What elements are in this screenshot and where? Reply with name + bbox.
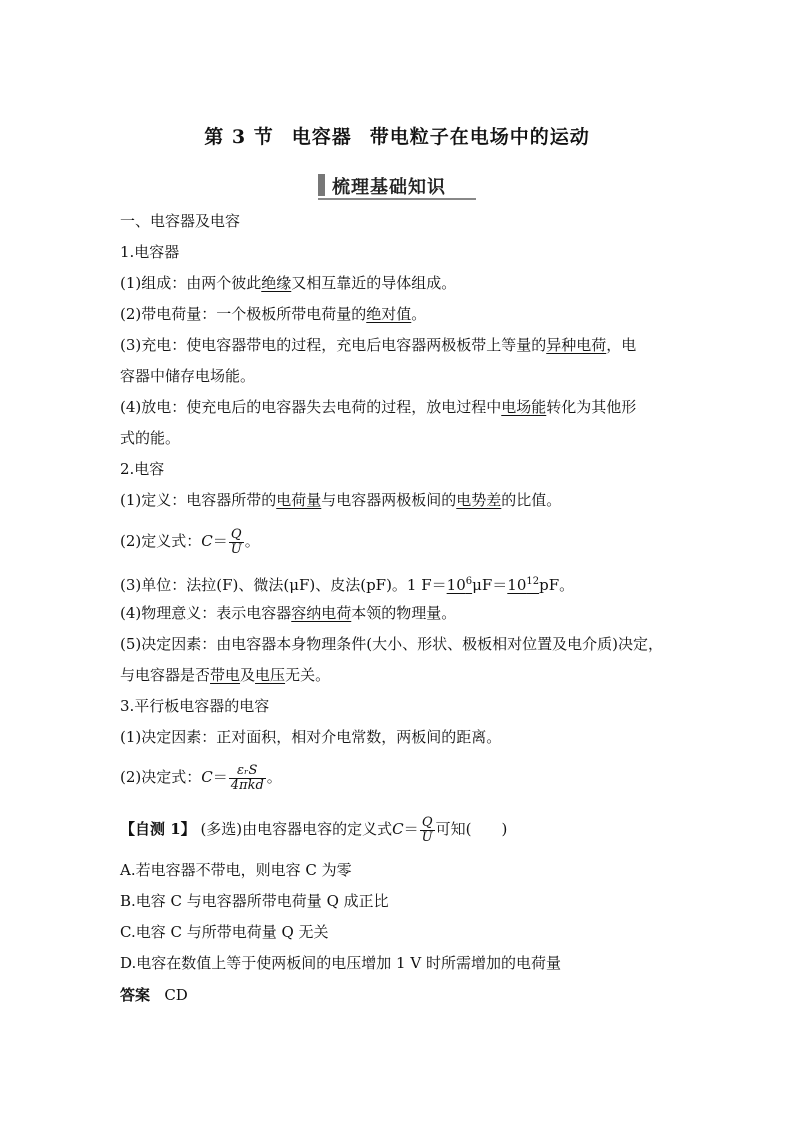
item-charging: (3)充电：使电容器带电的过程，充电后电容器两极板带上等量的异种电荷，电: [120, 336, 637, 354]
subheading-capacitor: 1.电容器: [120, 243, 180, 261]
option-a: A.若电容器不带电，则电容 C 为零: [120, 861, 352, 879]
item-definition-formula: (2)定义式：C＝ $\frac{Q}{U}$ 。: [120, 526, 260, 557]
answer-blank: 电荷量: [276, 491, 322, 509]
self-test-tag: 【自测 1】: [120, 820, 196, 838]
answer-blank: 绝缘: [261, 274, 292, 292]
item-parallel-formula: (2)决定式：C＝ $\frac{\text{εᵣS}}{\text{4πkd}}$ 。: [120, 762, 282, 793]
fraction: $\frac{Q}{U}$: [421, 814, 433, 845]
answer-blank: 电压: [255, 666, 286, 684]
answer-blank: 容纳电荷: [291, 604, 352, 622]
fraction: $\frac{\text{εᵣS}}{\text{4πkd}}$: [230, 762, 264, 793]
answer-line: [120, 985, 188, 1005]
subheading-parallel-plate: 3.平行板电容器的电容: [120, 697, 270, 715]
item-parallel-factors: (1)决定因素：正对面积，相对介电常数，两板间的距离。: [120, 728, 502, 746]
item-composition: (1)组成：由两个彼此绝缘又相互靠近的导体组成。: [120, 274, 457, 292]
subheading-capacitance: 2.电容: [120, 460, 165, 478]
item-discharging: (4)放电：使充电后的电容器失去电荷的过程，放电过程中电场能转化为其他形: [120, 398, 637, 416]
section-banner: [318, 172, 476, 200]
title-topic-1: 电容器: [291, 126, 352, 148]
answer-blank: $10^{12}$: [507, 576, 540, 594]
answer-label: 答案: [120, 986, 151, 1004]
answer-blank: 异种电荷: [546, 336, 607, 354]
answer-blank: 电势差: [456, 491, 502, 509]
answer-blank: 电场能: [501, 398, 547, 416]
fraction: $\frac{Q}{U}$: [230, 526, 242, 557]
item-determining-factors-cont: 与电容器是否带电及电压无关。: [120, 666, 331, 684]
title-number: 第 3 节: [204, 126, 274, 148]
item-definition: (1)定义：电容器所带的电荷量与电容器两极板间的电势差的比值。: [120, 491, 562, 509]
item-charge-amount: (2)带电荷量：一个极板所带电荷量的绝对值。: [120, 305, 427, 323]
item-discharging-cont: 式的能。: [120, 429, 181, 447]
title-topic-2: 带电粒子在电场中的运动: [369, 126, 590, 148]
item-determining-factors: (5)决定因素：由电容器本身物理条件(大小、形状、极板相对位置及电介质)决定，: [120, 635, 663, 653]
option-b: B.电容 C 与电容器所带电荷量 Q 成正比: [120, 892, 389, 910]
self-test-question: 【自测 1】 (多选)由电容器电容的定义式C＝ $\frac{Q}{U}$ 可知( ): [120, 814, 508, 845]
item-units: (3)单位：法拉(F)、微法(μF)、皮法(pF)。1 $F=10^6\mu F=10^{12}pF$。: [120, 576, 575, 594]
section-title: [0, 122, 794, 149]
option-d: D.电容在数值上等于使两板间的电压增加 1 V 时所需增加的电荷量: [120, 954, 561, 972]
answer-blank: 带电: [210, 666, 241, 684]
answer-blank: $10^6$: [446, 576, 473, 594]
item-charging-cont: 容器中储存电场能。: [120, 367, 256, 385]
answer-value: CD: [164, 986, 188, 1004]
option-c: C.电容 C 与所带电荷量 Q 无关: [120, 923, 329, 941]
heading-capacitor-and-capacitance: 一、电容器及电容: [120, 212, 241, 230]
banner-bar-icon: [318, 174, 325, 196]
banner-text: 梳理基础知识: [332, 177, 446, 198]
answer-blank: 绝对值: [366, 305, 412, 323]
item-physical-meaning: (4)物理意义：表示电容器容纳电荷本领的物理量。: [120, 604, 457, 622]
